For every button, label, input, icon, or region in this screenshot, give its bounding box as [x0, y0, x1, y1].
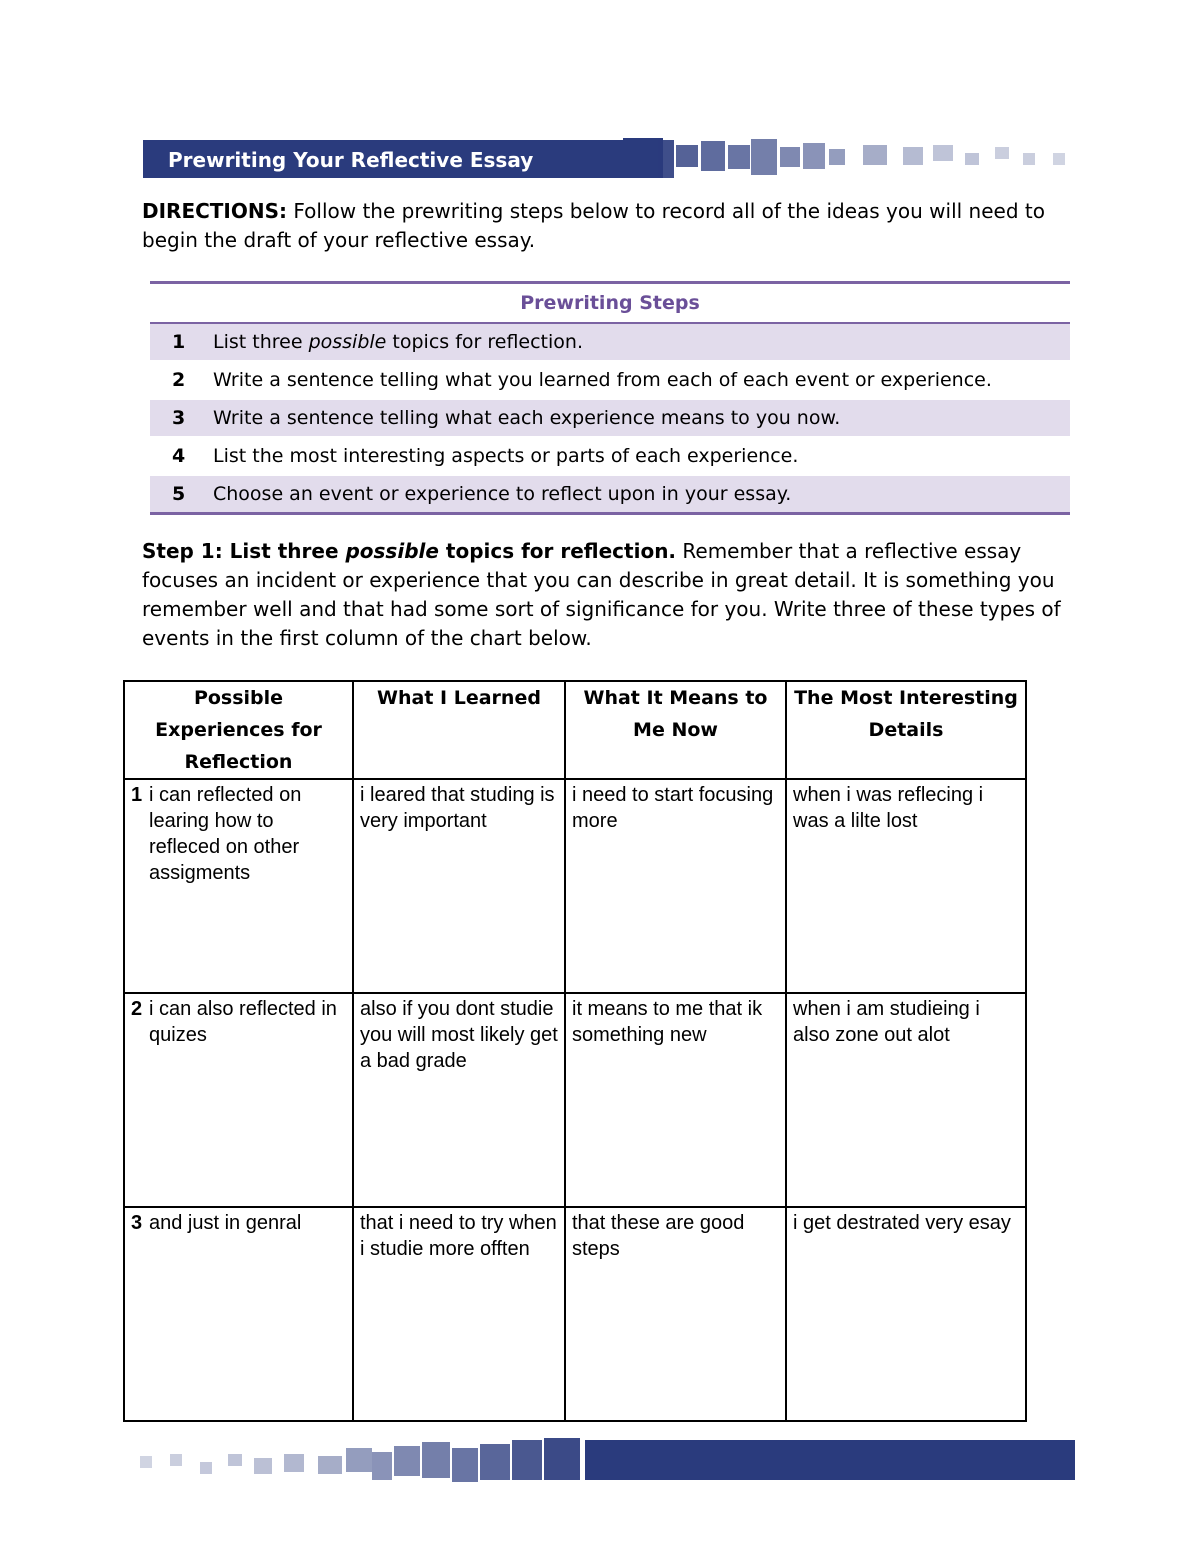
footer-square: [318, 1456, 342, 1474]
step-row: [150, 437, 1070, 475]
footer-square: [512, 1440, 542, 1480]
means-cell[interactable]: that these are good steps: [565, 1207, 786, 1421]
page-title: Prewriting Your Reflective Essay: [143, 140, 658, 178]
banner-square: [780, 147, 800, 167]
step1-paragraph: [142, 537, 1072, 653]
footer-square: [346, 1448, 372, 1472]
footer-square: [284, 1454, 304, 1472]
step-text: Write a sentence telling what you learned from each of each event or experience.: [212, 361, 1070, 399]
footer-square: [544, 1438, 580, 1480]
footer-square: [200, 1462, 212, 1474]
banner-square: [995, 147, 1009, 159]
details-cell[interactable]: when i was reflecing i was a lilte lost: [786, 779, 1026, 993]
step-row: [150, 323, 1070, 361]
step-number: 5: [150, 475, 212, 514]
directions: [142, 197, 1072, 255]
step1-text: Remember that a reflective essay focuses an incident or experience that you can describe in great detail. It is something you remember well and that had some sort of significance for you. Write three of these types of events in the first column of the chart below.: [142, 539, 1061, 650]
footer-square: [422, 1442, 450, 1478]
step-row: [150, 399, 1070, 437]
step-row: [150, 361, 1070, 399]
footer-banner: [140, 1438, 1075, 1482]
footer-bar: [585, 1440, 1075, 1480]
footer-square: [228, 1454, 242, 1466]
chart-row: [124, 1207, 1026, 1421]
banner-square: [623, 138, 663, 178]
banner-square: [933, 145, 953, 161]
banner-square: [803, 143, 825, 169]
banner-square: [676, 145, 698, 167]
column-header: What It Means to Me Now: [565, 681, 786, 779]
prewriting-steps-table: [150, 281, 1070, 515]
banner-square: [829, 149, 845, 165]
footer-square: [254, 1458, 272, 1474]
footer-square: [170, 1454, 182, 1466]
means-cell[interactable]: i need to start focusing more: [565, 779, 786, 993]
step-number: 2: [150, 361, 212, 399]
column-header: Possible Experiences for Reflection: [124, 681, 353, 779]
step-number: 3: [150, 399, 212, 437]
footer-square: [372, 1452, 392, 1480]
details-cell[interactable]: i get destrated very esay: [786, 1207, 1026, 1421]
means-cell[interactable]: it means to me that ik something new: [565, 993, 786, 1207]
column-header: What I Learned: [353, 681, 565, 779]
footer-square: [394, 1446, 420, 1476]
step-text: List the most interesting aspects or parts of each experience.: [212, 437, 1070, 475]
banner-square: [728, 145, 750, 169]
header-banner: [143, 135, 1073, 181]
learned-cell[interactable]: that i need to try when i studie more offten: [353, 1207, 565, 1421]
chart-row: [124, 779, 1026, 993]
experience-cell[interactable]: 1 i can reflected on learing how to refleced on other assigments: [124, 779, 353, 993]
experience-cell[interactable]: 2 i can also reflected in quizes: [124, 993, 353, 1207]
banner-square: [658, 140, 674, 178]
directions-label: DIRECTIONS:: [142, 199, 288, 223]
banner-square: [701, 141, 725, 171]
reflection-chart: [123, 680, 1027, 1422]
chart-row: [124, 993, 1026, 1207]
step1-heading: Step 1: List three possible topics for reflection.: [142, 539, 677, 563]
directions-text: Follow the prewriting steps below to record all of the ideas you will need to begin the draft of your reflective essay.: [142, 199, 1045, 252]
step-text: List three possible topics for reflection.: [212, 323, 1070, 361]
banner-square: [863, 145, 887, 165]
footer-square: [452, 1448, 478, 1482]
step-number: 4: [150, 437, 212, 475]
chart-header-row: [124, 681, 1026, 779]
step-number: 1: [150, 323, 212, 361]
learned-cell[interactable]: also if you dont studie you will most likely get a bad grade: [353, 993, 565, 1207]
banner-square: [1023, 153, 1035, 165]
details-cell[interactable]: when i am studieing i also zone out alot: [786, 993, 1026, 1207]
learned-cell[interactable]: i leared that studing is very important: [353, 779, 565, 993]
footer-square: [140, 1456, 152, 1468]
banner-square: [1053, 153, 1065, 165]
step-text: Write a sentence telling what each experience means to you now.: [212, 399, 1070, 437]
footer-square: [480, 1444, 510, 1480]
steps-heading: Prewriting Steps: [150, 283, 1070, 324]
banner-square: [751, 139, 777, 175]
banner-square: [903, 147, 923, 165]
experience-cell[interactable]: 3 and just in genral: [124, 1207, 353, 1421]
column-header: The Most Interesting Details: [786, 681, 1026, 779]
step-row: [150, 475, 1070, 514]
step-text: Choose an event or experience to reflect upon in your essay.: [212, 475, 1070, 514]
banner-square: [965, 153, 979, 165]
